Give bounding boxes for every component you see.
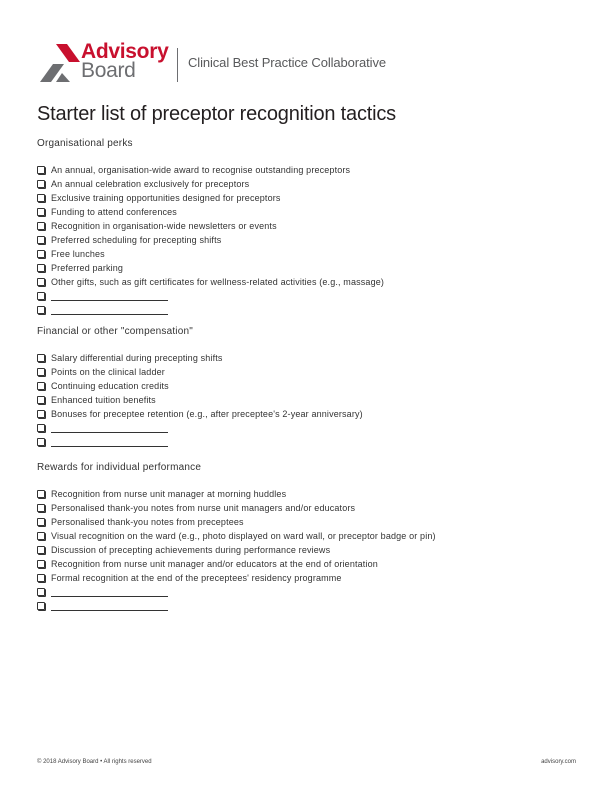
checkbox-icon[interactable] [37,588,45,596]
checkbox-icon[interactable] [37,166,45,174]
checkbox-icon[interactable] [37,208,45,216]
checklist-item [37,543,436,557]
section-heading: Rewards for individual performance [37,462,202,473]
checklist-item-label: Personalised thank-you notes from preceptees [51,517,244,527]
checklist-item-blank [37,421,363,435]
logo-wordmark [81,42,168,80]
checklist-item-label: Free lunches [51,249,105,259]
section-financial-compensation [37,326,363,449]
checkbox-icon[interactable] [37,504,45,512]
checklist-item [37,487,436,501]
checklist-item-label: Discussion of precepting achievements during performance reviews [51,545,331,555]
checkbox-icon[interactable] [37,546,45,554]
checklist-item-blank [37,289,384,303]
checklist-item [37,191,384,205]
header-divider [177,48,178,82]
checklist-item-label: Recognition from nurse unit manager and/or educators at the end of orientation [51,559,378,569]
checklist [37,163,384,317]
section-heading: Financial or other "compensation" [37,326,193,337]
checklist-item [37,407,363,421]
checkbox-icon[interactable] [37,222,45,230]
checklist-item [37,571,436,585]
section-individual-performance [37,462,436,613]
fill-in-line[interactable] [51,306,168,315]
checklist [37,351,363,449]
checklist-item [37,275,384,289]
checklist-item-label: Visual recognition on the ward (e.g., photo displayed on ward wall, or preceptor badge or pin) [51,531,436,541]
checklist-item-blank [37,585,436,599]
footer-copyright: © 2018 Advisory Board • All rights reserved [37,759,152,765]
checklist-item-label: Formal recognition at the end of the preceptees' residency programme [51,573,342,583]
checkbox-icon[interactable] [37,278,45,286]
checklist [37,487,436,613]
checklist-item-label: Enhanced tuition benefits [51,395,156,405]
checklist-item [37,247,384,261]
fill-in-line[interactable] [51,438,168,447]
page-title: Starter list of preceptor recognition tactics [37,103,396,125]
checklist-item [37,515,436,529]
logo-line-1: Advisory [81,40,169,63]
checklist-item-label: Personalised thank-you notes from nurse unit managers and/or educators [51,503,356,513]
checklist-item [37,177,384,191]
checkbox-icon[interactable] [37,410,45,418]
fill-in-line[interactable] [51,588,168,597]
header-tagline: Clinical Best Practice Collaborative [188,55,386,70]
section-organisational-perks [37,138,384,317]
checklist-item-label: Preferred scheduling for precepting shifts [51,235,222,245]
logo-line-2: Board [81,59,136,82]
checklist-item [37,351,363,365]
checkbox-icon[interactable] [37,264,45,272]
footer-website[interactable]: advisory.com [541,759,576,765]
checkbox-icon[interactable] [37,236,45,244]
fill-in-line[interactable] [51,292,168,301]
checkbox-icon[interactable] [37,250,45,258]
checkbox-icon[interactable] [37,292,45,300]
checkbox-icon[interactable] [37,396,45,404]
checklist-item [37,163,384,177]
checklist-item-label: An annual, organisation-wide award to recognise outstanding preceptors [51,165,351,175]
checklist-item-label: Continuing education credits [51,381,169,391]
fill-in-line[interactable] [51,602,168,611]
checkbox-icon[interactable] [37,438,45,446]
checklist-item-label: Exclusive training opportunities designed for preceptors [51,193,281,203]
header [40,42,400,82]
checkbox-icon[interactable] [37,518,45,526]
checklist-item [37,529,436,543]
checkbox-icon[interactable] [37,424,45,432]
checkbox-icon[interactable] [37,602,45,610]
checklist-item-label: Preferred parking [51,263,124,273]
checkbox-icon[interactable] [37,306,45,314]
checklist-item-label: An annual celebration exclusively for preceptors [51,179,250,189]
checkbox-icon[interactable] [37,560,45,568]
fill-in-line[interactable] [51,424,168,433]
checkbox-icon[interactable] [37,490,45,498]
checklist-item-blank [37,303,384,317]
checklist-item-label: Recognition in organisation-wide newsletters or events [51,221,277,231]
checkbox-icon[interactable] [37,368,45,376]
checkbox-icon[interactable] [37,180,45,188]
checklist-item-blank [37,435,363,449]
checklist-item [37,379,363,393]
checklist-item-label: Recognition from nurse unit manager at morning huddles [51,489,287,499]
checkbox-icon[interactable] [37,532,45,540]
checklist-item [37,393,363,407]
section-heading: Organisational perks [37,138,133,149]
checklist-item-label: Points on the clinical ladder [51,367,165,377]
checklist-item-label: Bonuses for preceptee retention (e.g., after preceptee's 2-year anniversary) [51,409,363,419]
checkbox-icon[interactable] [37,194,45,202]
checklist-item [37,557,436,571]
checklist-item [37,501,436,515]
checkbox-icon[interactable] [37,574,45,582]
checkbox-icon[interactable] [37,382,45,390]
checklist-item [37,233,384,247]
checklist-item [37,219,384,233]
checklist-item [37,365,363,379]
checklist-item-blank [37,599,436,613]
checklist-item-label: Other gifts, such as gift certificates for wellness-related activities (e.g., massage) [51,277,385,287]
checklist-item-label: Funding to attend conferences [51,207,177,217]
checklist-item [37,261,384,275]
checklist-item [37,205,384,219]
checkbox-icon[interactable] [37,354,45,362]
checklist-item-label: Salary differential during precepting shifts [51,353,223,363]
advisory-board-logo-icon [40,44,80,82]
